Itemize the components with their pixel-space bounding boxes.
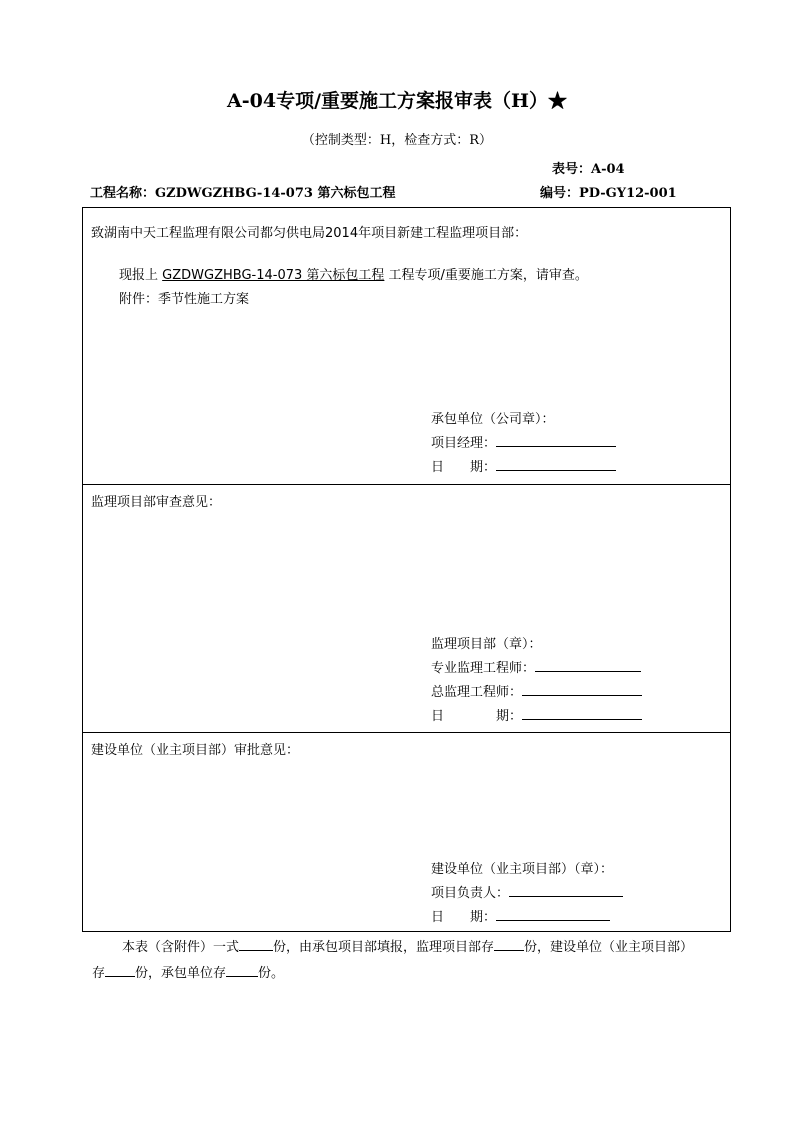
footer-note: [92, 935, 732, 987]
form-number: 表号：A-04: [552, 162, 625, 177]
owner-approval-heading: 建设单位（业主项目部）审批意见：: [91, 743, 300, 758]
chief-engineer-label: 总监理工程师：: [431, 685, 523, 700]
owner-date-row: [431, 906, 610, 925]
copies-total-blank[interactable]: [239, 937, 273, 951]
section-divider-1: [83, 484, 730, 485]
copies-owner-blank[interactable]: [105, 963, 135, 977]
owner-seal-label: 建设单位（业主项目部）（章）：: [431, 862, 614, 877]
contractor-seal-label: 承包单位（公司章）：: [431, 412, 555, 427]
chief-engineer-row: [431, 681, 642, 700]
footer-text-a: 本表（含附件）一式: [122, 940, 240, 955]
section-divider-2: [83, 732, 730, 733]
footer-line-1: [92, 935, 732, 961]
professional-engineer-field[interactable]: [535, 658, 641, 672]
project-name-row: [90, 182, 395, 201]
approval-form-table: [82, 207, 731, 932]
supervision-date-row: [431, 705, 642, 724]
project-responsible-label: 项目负责人：: [431, 886, 510, 901]
report-prefix: 现报上: [119, 268, 159, 283]
addressee-text: 致湖南中天工程监理有限公司都匀供电局2014年项目新建工程监理项目部：: [91, 226, 528, 241]
chief-engineer-field[interactable]: [522, 682, 642, 696]
contractor-date-row: [431, 456, 616, 475]
form-subtitle: （控制类型：H，检查方式：R）: [301, 133, 493, 148]
supervision-opinion-heading: 监理项目部审查意见：: [91, 495, 222, 510]
project-manager-label: 项目经理：: [431, 436, 497, 451]
project-manager-row: [431, 432, 616, 451]
professional-engineer-label: 专业监理工程师：: [431, 661, 536, 676]
project-responsible-row: [431, 882, 623, 901]
footer-text-c: 份，建设单位（业主项目部）: [524, 940, 694, 955]
copies-contractor-blank[interactable]: [226, 963, 258, 977]
supervision-dept-seal-label: 监理项目部（章）：: [431, 637, 542, 652]
supervision-date-field[interactable]: [522, 706, 642, 720]
report-project-name[interactable]: GZDWGZHBG-14-073 第六标包工程: [162, 268, 385, 283]
report-line: [119, 264, 588, 283]
project-responsible-field[interactable]: [509, 883, 623, 897]
supervision-date-label: 日 期：: [431, 709, 523, 724]
footer-text-b: 份，由承包项目部填报，监理项目部存: [273, 940, 495, 955]
project-manager-field[interactable]: [496, 433, 616, 447]
contractor-date-field[interactable]: [496, 457, 616, 471]
form-title: A-04专项/重要施工方案报审表（H）★: [227, 90, 567, 112]
project-name-label: 工程名称：: [90, 186, 156, 201]
professional-engineer-row: [431, 657, 641, 676]
footer-line-2: [92, 961, 732, 987]
project-name: GZDWGZHBG-14-073 第六标包工程: [155, 186, 396, 201]
owner-date-field[interactable]: [496, 907, 610, 921]
owner-date-label: 日 期：: [431, 910, 497, 925]
footer-text-f: 份。: [258, 966, 285, 981]
serial-number: 编号：PD-GY12-001: [540, 186, 677, 201]
footer-text-e: 份，承包单位存: [135, 966, 227, 981]
report-suffix: 工程专项/重要施工方案，请审查。: [388, 268, 588, 283]
contractor-date-label: 日 期：: [431, 460, 497, 475]
footer-text-d: 存: [92, 966, 106, 981]
copies-supervision-blank[interactable]: [494, 937, 524, 951]
attachment-text: 附件：季节性施工方案: [119, 292, 250, 307]
